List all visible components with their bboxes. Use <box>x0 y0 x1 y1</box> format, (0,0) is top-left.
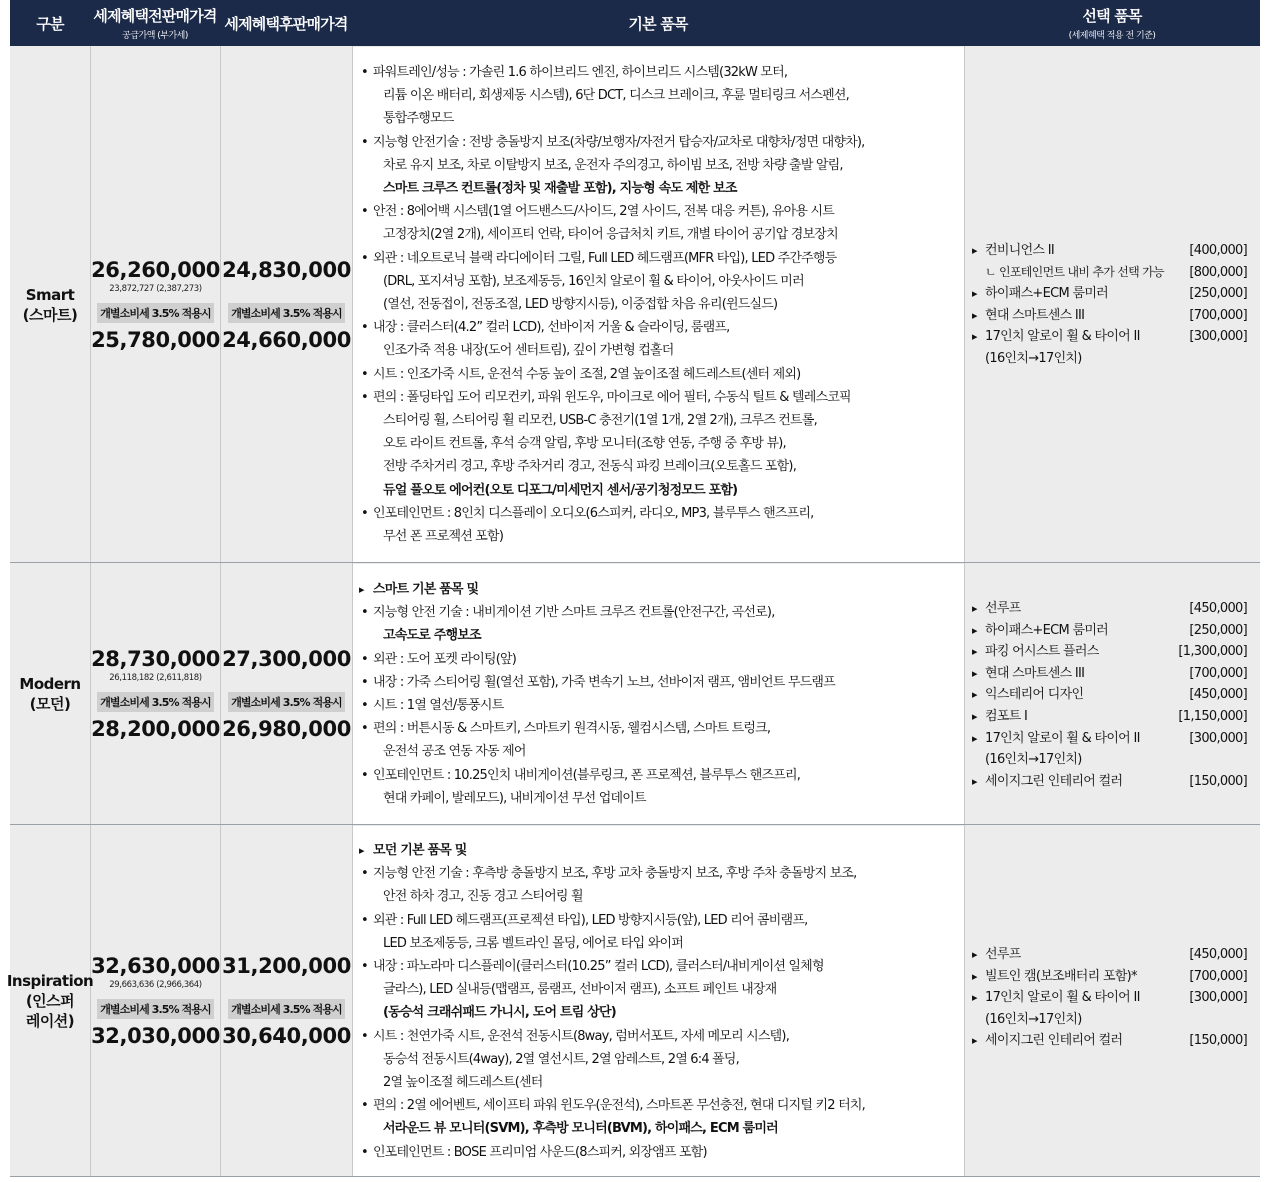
basic-line: • 인포테인먼트 : 10.25인치 내비게이션(블루링크, 폰 프로젝션, 블루투스 핸즈프리, <box>359 764 964 787</box>
option-row <box>971 663 1247 685</box>
option-price: [250,000] <box>1189 286 1247 302</box>
option-price: [400,000] <box>1189 243 1247 258</box>
option-price: [700,000] <box>1189 968 1247 984</box>
basic-line: • 편의 : 버튼시동 & 스마트키, 스마트키 원격시동, 웰컴시스템, 스마트 트렁크, <box>359 717 964 740</box>
basic-line: 스티어링 휠, 스티어링 휠 리모컨, USB-C 충전기(1열 1개, 2열 2개), 크루즈 컨트롤, <box>383 413 817 429</box>
tax-tag: 개별소비세 3.5% 적용시 <box>97 303 214 323</box>
option-row <box>971 262 1247 284</box>
basic-line: (열선, 전동접이, 전동조절, LED 방향지시등), 이중접합 차음 유리(윈드실드) <box>383 297 778 313</box>
basic-line: 현대 카페이, 발레모드), 내비게이션 무선 업데이트 <box>383 790 646 806</box>
header-basic-label: 기본 품목 <box>628 14 688 33</box>
option-row <box>971 749 1247 771</box>
basic-line: • 시트 : 1열 열선/통풍시트 <box>359 694 964 717</box>
basic-line: • 지능형 안전기술 : 전방 충돌방지 보조(차량/보행자/자전거 탑승자/교차로 대향차/정면 대향차), <box>359 131 964 154</box>
header-options <box>964 0 1260 46</box>
trim-smart-name <box>10 46 90 563</box>
option-price: [300,000] <box>1189 730 1247 746</box>
header-post-price <box>220 0 352 46</box>
basic-line: 안전 하차 경고, 진동 경고 스티어링 휠 <box>383 889 583 905</box>
basic-line: 리튬 이온 배터리, 회생제동 시스템), 6단 DCT, 디스크 브레이크, 후륜 멀티링크 서스펜션, <box>383 88 849 104</box>
basic-line: • 시트 : 인조가죽 시트, 운전석 수동 높이 조절, 2열 높이조절 헤드레스트(센터 제외) <box>359 363 964 386</box>
header-options-label: 선택 품목 <box>1082 7 1142 25</box>
option-price: [150,000] <box>1189 1033 1247 1049</box>
option-label: ▸ 17인치 알로이 휠 & 타이어 II <box>971 326 1140 348</box>
option-label: ▸ 세이지그린 인테리어 컬러 <box>971 771 1122 793</box>
option-price: [450,000] <box>1189 947 1247 962</box>
modern-post-price-cell <box>221 563 352 825</box>
inspiration-post-price-cell <box>221 825 352 1177</box>
option-row <box>971 598 1247 620</box>
header-post-price-label: 세제혜택후판매가격 <box>224 14 348 33</box>
modern-pre-price-cell <box>91 563 220 825</box>
pre-supply: 23,872,727 (2,387,273) <box>109 283 202 294</box>
option-label: ▸ 선루프 <box>971 598 1021 620</box>
option-row <box>971 987 1247 1009</box>
option-label: ▸ 17인치 알로이 휠 & 타이어 II <box>971 987 1140 1009</box>
basic-line: • 파워트레인/성능 : 가솔린 1.6 하이브리드 엔진, 하이브리드 시스템(32kW 모터, <box>359 61 964 84</box>
basic-line: 서라운드 뷰 모니터(SVM), 후측방 모니터(BVM), 하이패스, ECM 룸미러 <box>383 1121 778 1137</box>
option-label: ㄴ 인포테인먼트 내비 추가 선택 가능 <box>985 264 1164 279</box>
header-options-sub: (세제혜택 적용 전 기준) <box>1068 31 1156 41</box>
trim-modern-name <box>10 563 90 825</box>
basic-line: • 내장 : 클러스터(4.2” 컬러 LCD), 선바이저 거울 & 슬라이딩, 룸램프, <box>359 316 964 339</box>
option-row <box>971 771 1247 793</box>
option-label: ▸ 하이패스+ECM 룸미러 <box>971 283 1108 305</box>
basic-line: 전방 주차거리 경고, 후방 주차거리 경고, 전동식 파킹 브레이크(오토홀드 포함), <box>383 459 797 475</box>
basic-line: 통합주행모드 <box>383 111 454 127</box>
pre-price-35: 32,030,000 <box>91 1024 220 1048</box>
option-price: [450,000] <box>1189 601 1247 616</box>
basic-line: ▸ 모던 기본 품목 및 <box>359 839 964 862</box>
option-label: ▸ 익스테리어 디자인 <box>971 684 1083 706</box>
trim-inspiration-name <box>6 825 94 1177</box>
basic-line: • 외관 : 네오트로닉 블랙 라디에이터 그릴, Full LED 헤드램프(MFR 타입), LED 주간주행등 <box>359 247 964 270</box>
pre-price: 28,730,000 <box>91 647 220 671</box>
basic-line: 고정장치(2열 2개), 세이프티 언락, 타이어 응급처치 키트, 개별 타이어 공기압 경보장치 <box>383 227 838 243</box>
pre-price-35: 28,200,000 <box>91 717 220 741</box>
header-pre-price-sub: 공급가액 (부가세) <box>122 31 188 41</box>
basic-line: • 인포테인먼트 : 8인치 디스플레이 오디오(6스피커, 라디오, MP3, 블루투스 핸즈프리, <box>359 502 964 525</box>
pre-price: 26,260,000 <box>91 257 220 282</box>
option-price: [1,150,000] <box>1178 708 1247 724</box>
basic-line: (DRL, 포지셔닝 포함), 보조제동등, 16인치 알로이 휠 & 타이어, 아웃사이드 미러 <box>383 273 804 289</box>
option-row <box>971 620 1247 642</box>
option-row <box>971 706 1247 728</box>
pre-price: 32,630,000 <box>91 954 220 978</box>
tax-tag: 개별소비세 3.5% 적용시 <box>97 999 214 1019</box>
option-row <box>971 1009 1247 1031</box>
trim-name-ko: (스마트) <box>22 305 78 324</box>
header-category <box>10 0 90 46</box>
inspiration-options <box>965 944 1255 1052</box>
option-label: ▸ 컨비니언스 II <box>971 240 1054 262</box>
smart-post-price-cell <box>221 46 352 563</box>
option-price: [800,000] <box>1189 264 1247 280</box>
pre-supply: 29,663,636 (2,966,364) <box>109 980 202 990</box>
option-price: [700,000] <box>1189 665 1247 681</box>
basic-line: 글라스), LED 실내등(맵램프, 룸램프, 선바이저 램프), 소프트 페인트 내장재 <box>383 982 777 998</box>
option-row <box>971 283 1247 305</box>
smart-options <box>965 240 1255 370</box>
option-price: [450,000] <box>1189 687 1247 703</box>
trim-name: Smart <box>25 285 75 304</box>
option-label: ▸ 컴포트 I <box>971 706 1027 728</box>
pre-supply: 26,118,182 (2,611,818) <box>109 673 202 683</box>
basic-line: 운전석 공조 연동 자동 제어 <box>383 744 526 760</box>
trim-name-ko: (인스퍼레이션) <box>25 992 75 1030</box>
tax-tag: 개별소비세 3.5% 적용시 <box>97 692 214 712</box>
option-price: [150,000] <box>1189 773 1247 789</box>
option-row <box>971 305 1247 327</box>
basic-line: 차로 유지 보조, 차로 이탈방지 보조, 운전자 주의경고, 하이빔 보조, 전방 차량 출발 알림, <box>383 157 843 173</box>
tax-tag: 개별소비세 3.5% 적용시 <box>228 692 345 712</box>
basic-line: LED 보조제동등, 크롬 벨트라인 몰딩, 에어로 타입 와이퍼 <box>383 935 683 951</box>
option-price: [700,000] <box>1189 307 1247 323</box>
header-pre-price <box>90 0 220 46</box>
tax-tag: 개별소비세 3.5% 적용시 <box>228 999 345 1019</box>
basic-line: • 시트 : 천연가죽 시트, 운전석 전동시트(8way, 럼버서포트, 자세 메모리 시스템), <box>359 1025 964 1048</box>
inspiration-pre-price-cell <box>91 825 220 1177</box>
basic-line: 인조가죽 적용 내장(도어 센터트림), 깊이 가변형 컵홀더 <box>383 343 674 359</box>
inspiration-basic-items <box>353 839 964 1164</box>
header-pre-price-label: 세제혜택전판매가격 <box>93 7 217 25</box>
option-label: ▸ 현대 스마트센스 III <box>971 305 1084 327</box>
basic-line: 무선 폰 프로젝션 포함) <box>383 529 504 545</box>
basic-line: ▸ 스마트 기본 품목 및 <box>359 578 964 601</box>
basic-line: • 지능형 안전 기술 : 내비게이션 기반 스마트 크루즈 컨트롤(안전구간, 곡선로), <box>359 601 964 624</box>
option-label: ▸ 하이패스+ECM 룸미러 <box>971 620 1108 642</box>
option-price: [300,000] <box>1189 329 1247 345</box>
header-basic <box>352 0 964 46</box>
post-price: 31,200,000 <box>222 954 351 978</box>
basic-line: • 안전 : 8에어백 시스템(1열 어드밴스드/사이드, 2열 사이드, 전복 대응 커튼), 유아용 시트 <box>359 200 964 223</box>
option-label: (16인치→17인치) <box>985 1011 1082 1027</box>
option-row <box>971 326 1247 348</box>
post-price-35: 26,980,000 <box>222 717 351 741</box>
post-price-35: 24,660,000 <box>222 327 351 352</box>
option-label: ▸ 선루프 <box>971 944 1021 966</box>
basic-line: 오토 라이트 컨트롤, 후석 승객 알림, 후방 모니터(조향 연동, 주행 중 후방 뷰), <box>383 436 786 452</box>
pre-price-35: 25,780,000 <box>91 327 220 352</box>
basic-line: 듀얼 풀오토 에어컨(오토 디포그/미세먼지 센서/공기청정모드 포함) <box>383 482 738 498</box>
post-price: 27,300,000 <box>222 647 351 671</box>
basic-line: • 내장 : 파노라마 디스플레이(클러스터(10.25” 컬러 LCD), 클러스터/내비게이션 일체형 <box>359 955 964 978</box>
option-price: [300,000] <box>1189 990 1247 1006</box>
post-price: 24,830,000 <box>222 257 351 282</box>
trim-name: Inspiration <box>6 972 94 990</box>
option-row <box>971 966 1247 988</box>
basic-line: (동승석 크래쉬패드 가니시, 도어 트림 상단) <box>383 1005 616 1021</box>
smart-basic-items <box>353 61 964 548</box>
basic-line: • 인포테인먼트 : BOSE 프리미엄 사운드(8스피커, 외장앰프 포함) <box>359 1141 964 1164</box>
option-label: ▸ 17인치 알로이 휠 & 타이어 II <box>971 728 1140 750</box>
option-row <box>971 240 1247 262</box>
tax-tag: 개별소비세 3.5% 적용시 <box>228 303 345 323</box>
basic-line: • 편의 : 2열 에어벤트, 세이프티 파워 윈도우(운전석), 스마트폰 무선충전, 현대 디지털 키2 터치, <box>359 1094 964 1117</box>
post-price-35: 30,640,000 <box>222 1024 351 1048</box>
option-label: ▸ 빌트인 캠(보조배터리 포함)* <box>971 966 1137 988</box>
trim-name: Modern <box>19 675 81 693</box>
option-label: ▸ 파킹 어시스트 플러스 <box>971 641 1099 663</box>
modern-options <box>965 598 1255 792</box>
option-row <box>971 641 1247 663</box>
basic-line: • 지능형 안전 기술 : 후측방 충돌방지 보조, 후방 교차 충돌방지 보조, 후방 주차 충돌방지 보조, <box>359 862 964 885</box>
basic-line: 2열 높이조절 헤드레스트(센터 <box>383 1075 543 1091</box>
smart-pre-price-cell <box>91 46 220 563</box>
trim-name-ko: (모던) <box>29 695 71 713</box>
basic-line: • 외관 : Full LED 헤드램프(프로젝션 타입), LED 방향지시등(앞), LED 리어 콤비램프, <box>359 909 964 932</box>
option-label: ▸ 현대 스마트센스 III <box>971 663 1084 685</box>
option-row <box>971 348 1247 370</box>
modern-basic-items <box>353 578 964 810</box>
option-label: (16인치→17인치) <box>985 350 1082 366</box>
option-price: [1,300,000] <box>1178 644 1247 660</box>
basic-line: 스마트 크루즈 컨트롤(정차 및 재출발 포함), 지능형 속도 제한 보조 <box>383 181 737 197</box>
basic-line: 동승석 전동시트(4way), 2열 열선시트, 2열 암레스트, 2열 6:4 폴딩, <box>383 1051 739 1067</box>
option-label: (16인치→17인치) <box>985 752 1082 768</box>
option-price: [250,000] <box>1189 622 1247 638</box>
header-category-label: 구분 <box>36 14 64 33</box>
option-label: ▸ 세이지그린 인테리어 컬러 <box>971 1030 1122 1052</box>
basic-line: 고속도로 주행보조 <box>383 628 481 644</box>
basic-line: • 외관 : 도어 포켓 라이팅(앞) <box>359 648 964 671</box>
option-row <box>971 1030 1247 1052</box>
option-row <box>971 684 1247 706</box>
basic-line: • 내장 : 가죽 스티어링 휠(열선 포함), 가죽 변속기 노브, 선바이저 램프, 앰비언트 무드램프 <box>359 671 964 694</box>
option-row <box>971 728 1247 750</box>
basic-line: • 편의 : 폴딩타입 도어 리모컨키, 파워 윈도우, 마이크로 에어 필터, 수동식 틸트 & 텔레스코픽 <box>359 386 964 409</box>
option-row <box>971 944 1247 966</box>
